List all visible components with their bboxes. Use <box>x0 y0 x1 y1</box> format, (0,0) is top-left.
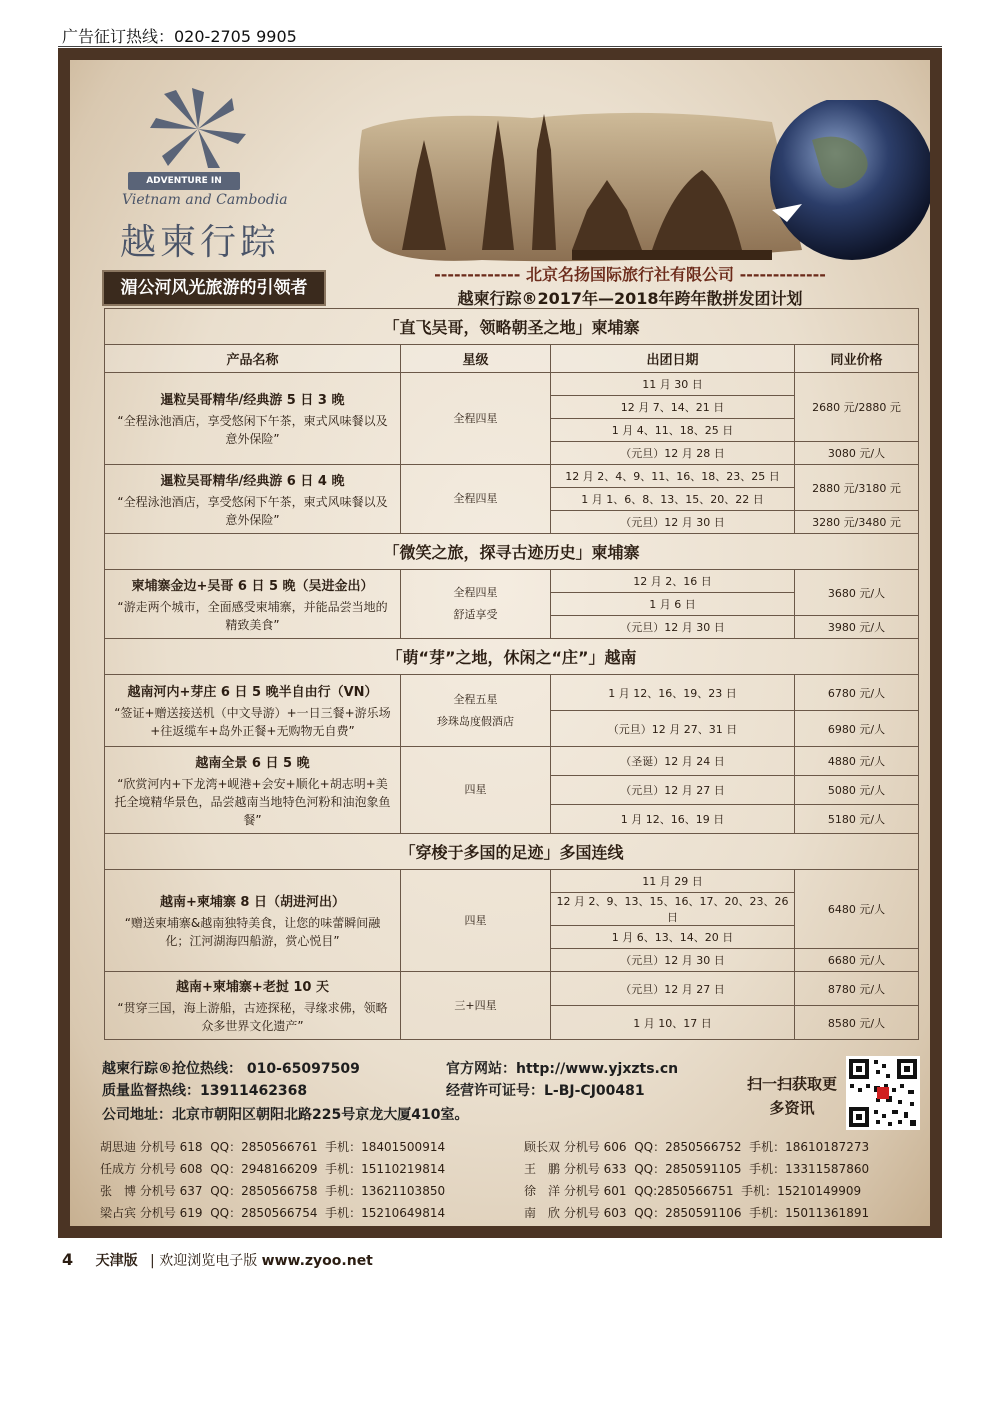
contact-phone: 手机：15210649814 <box>325 1206 446 1220</box>
product-desc: “签证+赠送接送机（中文导游）+一日三餐+游乐场+往返缆车+岛外正餐+无购物无自费” <box>114 706 391 738</box>
date-cell: 11 月 30 日 <box>551 373 795 396</box>
price-cell: 8580 元/人 <box>795 1006 919 1040</box>
price-cell: 6980 元/人 <box>795 711 919 747</box>
quality-hotline: 质量监督热线：13911462368 <box>102 1083 308 1099</box>
star-cell: 四星 <box>401 747 551 834</box>
date-cell: （元旦）12 月 30 日 <box>551 511 795 534</box>
contact-ext: 分机号 601 <box>563 1184 627 1198</box>
product-desc: “欣赏河内+下龙湾+岘港+会安+顺化+胡志明+美托全境精华景色，品尝越南当地特色河粉和油泡象鱼餐” <box>114 776 391 827</box>
contact-ext: 分机号 603 <box>563 1206 627 1220</box>
table-row <box>105 570 919 593</box>
section-header-row <box>105 834 919 870</box>
pinwheel-logo-icon <box>128 84 268 174</box>
contact-name: 王 鹏 <box>524 1162 561 1176</box>
product-desc: “游走两个城市，全面感受柬埔寨，并能品尝当地的精致美食” <box>117 599 388 632</box>
section-title: 「微笑之旅，探寻古迹历史」柬埔寨 <box>105 534 919 570</box>
contact-ext: 分机号 608 <box>139 1162 203 1176</box>
edition-label: 天津版 <box>95 1253 138 1269</box>
date-cell: （元旦）12 月 30 日 <box>551 949 795 972</box>
star-cell: 四星 <box>401 870 551 972</box>
booking-hotline: 越柬行踪®抢位热线： 010-65097509 <box>102 1061 360 1077</box>
col-header-price: 同业价格 <box>795 345 919 373</box>
star-line: 舒适享受 <box>453 608 498 621</box>
contact-phone: 手机：13621103850 <box>325 1184 446 1198</box>
company-name: ------------- 北京名扬国际旅行社有限公司 ------------- <box>434 265 826 284</box>
date-cell: 1 月 12、16、19 日 <box>551 805 795 834</box>
date-cell: 1 月 4、11、18、25 日 <box>551 419 795 442</box>
tagline-badge: 湄公河风光旅游的引领者 <box>102 270 326 306</box>
ad-hotline: 广告征订热线：020-2705 9905 <box>62 27 297 46</box>
table-row <box>105 747 919 776</box>
scan-prompt: 扫一扫获取更多资讯 <box>746 1075 837 1117</box>
date-cell: 1 月 10、17 日 <box>551 1006 795 1040</box>
price-cell: 4880 元/人 <box>795 747 919 776</box>
date-cell: 1 月 6 日 <box>551 593 795 616</box>
price-cell: 6480 元/人 <box>795 870 919 949</box>
star-cell: 全程四星 <box>401 373 551 465</box>
contact-phone: 手机：15110219814 <box>325 1162 446 1176</box>
price-cell: 3980 元/人 <box>795 616 919 639</box>
product-cell <box>105 675 401 747</box>
contact-ext: 分机号 619 <box>139 1206 203 1220</box>
product-name: 柬埔寨金边+吴哥 6 日 5 晚（吴进金出） <box>131 578 374 594</box>
section-title: 「萌“芽”之地，休闲之“庄”」越南 <box>105 639 919 675</box>
star-cell: 三+四星 <box>401 972 551 1040</box>
list-item <box>100 1204 445 1221</box>
star-line: 全程四星 <box>453 586 498 599</box>
header-rule <box>58 46 942 47</box>
contact-name: 任成方 <box>100 1162 137 1176</box>
contact-ext: 分机号 637 <box>139 1184 203 1198</box>
price-cell: 6680 元/人 <box>795 949 919 972</box>
product-name: 暹粒吴哥精华/经典游 6 日 4 晚 <box>160 473 345 489</box>
product-name: 越南+柬埔寨+老挝 10 天 <box>176 980 329 995</box>
footer-url-link[interactable]: www.zyoo.net <box>261 1253 373 1269</box>
contact-qq: QQ：2850591106 <box>634 1206 742 1220</box>
table-row <box>105 675 919 711</box>
product-desc: “全程泳池酒店，享受悠闲下午茶，柬式风味餐以及意外保险” <box>117 414 388 446</box>
star-cell: 全程四星 <box>401 465 551 534</box>
schedule-table <box>104 308 919 1040</box>
date-cell: （元旦）12 月 28 日 <box>551 442 795 465</box>
contact-qq: QQ:2850566751 <box>634 1184 734 1198</box>
qr-code-icon[interactable] <box>846 1056 920 1130</box>
section-header-row <box>105 309 919 345</box>
date-cell: （圣诞）12 月 24 日 <box>551 747 795 776</box>
ad-paper <box>70 60 930 1226</box>
contact-qq: QQ：2948166209 <box>210 1162 318 1176</box>
table-row <box>105 465 919 488</box>
contact-phone: 手机：18401500914 <box>325 1140 446 1154</box>
list-item <box>100 1160 445 1177</box>
date-cell: （元旦）12 月 27 日 <box>551 776 795 805</box>
logo-banner: ADVENTURE IN <box>128 172 240 190</box>
table-header-row <box>105 345 919 373</box>
contact-name: 梁占宾 <box>100 1206 137 1220</box>
contact-name: 胡思迪 <box>100 1140 137 1154</box>
contact-phone: 手机：18610187273 <box>749 1140 870 1154</box>
product-desc: “贯穿三国，海上游船，古迹探秘，寻缘求佛，领略众多世界文化遗产” <box>117 1001 388 1033</box>
date-cell: 1 月 12、16、19、23 日 <box>551 675 795 711</box>
contact-ext: 分机号 633 <box>563 1162 627 1176</box>
product-cell <box>105 747 401 834</box>
page-footer <box>62 1250 373 1270</box>
date-cell: 12 月 2、9、13、15、16、17、20、23、26 日 <box>551 893 795 926</box>
contact-qq: QQ：2850566758 <box>210 1184 318 1198</box>
star-cell <box>401 675 551 747</box>
temple-globe-banner-image <box>332 100 930 270</box>
contact-qq: QQ：2850566752 <box>634 1140 742 1154</box>
list-item <box>524 1160 869 1177</box>
contact-phone: 手机：15011361891 <box>749 1206 870 1220</box>
product-cell <box>105 570 401 639</box>
col-header-product: 产品名称 <box>105 345 401 373</box>
list-item <box>524 1182 861 1199</box>
page-number: 4 <box>62 1250 74 1269</box>
price-cell: 2880 元/3180 元 <box>795 465 919 511</box>
product-cell <box>105 373 401 465</box>
price-cell: 5180 元/人 <box>795 805 919 834</box>
section-header-row <box>105 534 919 570</box>
contact-qq: QQ：2850591105 <box>634 1162 742 1176</box>
product-desc: “全程泳池酒店，享受悠闲下午茶，柬式风味餐以及意外保险” <box>117 494 388 527</box>
list-item <box>524 1204 869 1221</box>
license-number: 经营许可证号：L-BJ-CJ00481 <box>446 1083 645 1099</box>
star-line: 全程五星 <box>453 692 498 706</box>
date-cell: （元旦）12 月 27、31 日 <box>551 711 795 747</box>
col-header-date: 出团日期 <box>551 345 795 373</box>
star-line: 珍珠岛度假酒店 <box>437 714 514 728</box>
date-cell: 12 月 2、4、9、11、16、18、23、25 日 <box>551 465 795 488</box>
footer-separator: | <box>150 1253 155 1269</box>
product-cell <box>105 870 401 972</box>
date-cell: 12 月 7、14、21 日 <box>551 396 795 419</box>
table-row <box>105 972 919 1006</box>
contact-name: 徐 洋 <box>524 1184 561 1198</box>
logo-name: 越柬行踪 <box>120 222 281 263</box>
contact-phone: 手机：13311587860 <box>749 1162 870 1176</box>
date-cell: （元旦）12 月 27 日 <box>551 972 795 1006</box>
price-cell: 2680 元/2880 元 <box>795 373 919 442</box>
contact-phone: 手机：15210149909 <box>741 1184 862 1198</box>
plan-title: 越柬行踪®2017年—2018年跨年散拼发团计划 <box>457 289 803 308</box>
contact-ext: 分机号 606 <box>563 1140 627 1154</box>
date-cell: 1 月 1、6、8、13、15、20、22 日 <box>551 488 795 511</box>
brand-logo <box>108 84 308 264</box>
ad-frame <box>58 48 942 1238</box>
price-cell: 6780 元/人 <box>795 675 919 711</box>
product-name: 越南河内+芽庄 6 日 5 晚半自由行（VN） <box>127 685 378 700</box>
price-cell: 3280 元/3480 元 <box>795 511 919 534</box>
table-row <box>105 373 919 396</box>
price-cell: 5080 元/人 <box>795 776 919 805</box>
price-cell: 3080 元/人 <box>795 442 919 465</box>
star-cell <box>401 570 551 639</box>
product-cell <box>105 465 401 534</box>
date-cell: （元旦）12 月 30 日 <box>551 616 795 639</box>
product-cell <box>105 972 401 1040</box>
price-cell: 3680 元/人 <box>795 570 919 616</box>
section-title: 「直飞吴哥，领略朝圣之地」柬埔寨 <box>105 309 919 345</box>
product-name: 越南+柬埔寨 8 日（胡进河出） <box>160 895 345 910</box>
col-header-star: 星级 <box>401 345 551 373</box>
company-address: 公司地址：北京市朝阳区朝阳北路225号京龙大厦410室。 <box>102 1107 469 1123</box>
section-title: 「穿梭于多国的足迹」多国连线 <box>105 834 919 870</box>
list-item <box>100 1138 445 1155</box>
section-header-row <box>105 639 919 675</box>
contact-name: 南 欣 <box>524 1206 561 1220</box>
product-name: 越南全景 6 日 5 晚 <box>195 755 310 771</box>
footer-text: 欢迎浏览电子版 <box>159 1253 258 1269</box>
date-cell: 1 月 6、13、14、20 日 <box>551 926 795 949</box>
logo-subtitle: Vietnam and Cambodia <box>122 192 288 208</box>
product-desc: “赠送柬埔寨&越南独特美食，让您的味蕾瞬间融化；江河湖海四船游，赏心悦目” <box>124 916 381 948</box>
table-row <box>105 870 919 893</box>
price-cell: 8780 元/人 <box>795 972 919 1006</box>
official-website[interactable]: 官方网站：http://www.yjxzts.cn <box>446 1061 679 1077</box>
date-cell: 11 月 29 日 <box>551 870 795 893</box>
list-item <box>100 1182 445 1199</box>
contact-qq: QQ：2850566761 <box>210 1140 318 1154</box>
contact-name: 张 博 <box>100 1184 137 1198</box>
product-name: 暹粒吴哥精华/经典游 5 日 3 晚 <box>160 393 345 408</box>
contact-qq: QQ：2850566754 <box>210 1206 318 1220</box>
date-cell: 12 月 2、16 日 <box>551 570 795 593</box>
contact-ext: 分机号 618 <box>139 1140 203 1154</box>
contact-name: 顾长双 <box>524 1140 561 1154</box>
list-item <box>524 1138 869 1155</box>
